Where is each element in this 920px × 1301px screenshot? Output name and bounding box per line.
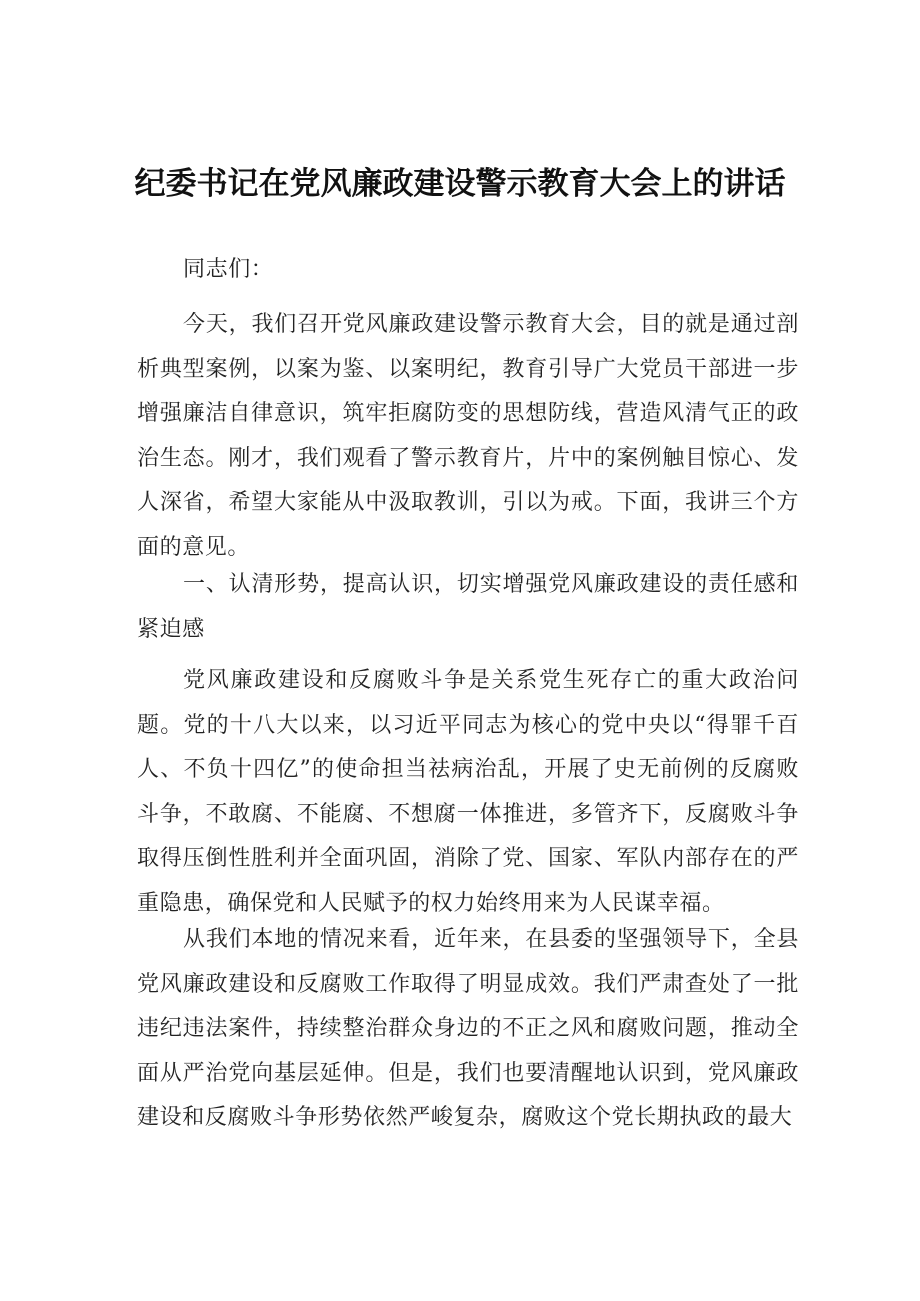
section-heading-1: 一、认清形势，提高认识，切实增强党风廉政建设的责任感和紧迫感 — [137, 572, 799, 642]
paragraph-local-situation: 从我们本地的情况来看，近年来，在县委的坚强领导下，全县党风廉政建设和反腐败工作取得了明显成效。我们严肃查处了一批违纪违法案件，持续整治群众身边的不正之风和腐败问题，推动全面从严治党向基层延伸。但是，我们也要清醒地认识到，党风廉政建设和反腐败斗争形势依然严峻复杂，腐败这个党长期执政的最大 — [137, 927, 799, 1130]
document-title: 纪委书记在党风廉政建设警示教育大会上的讲话 — [134, 166, 786, 202]
paragraph-party-background: 党风廉政建设和反腐败斗争是关系党生死存亡的重大政治问题。党的十八大以来，以习近平同志为核心的党中央以“得罪千百人、不负十四亿”的使命担当祛病治乱，开展了史无前例的反腐败斗争，不敢腐、不能腐、不想腐一体推进，多管齐下，反腐败斗争取得压倒性胜利并全面巩固，消除了党、国家、军队内部存在的严重隐患，确保党和人民赋予的权力始终用来为人民谋幸福。 — [137, 668, 799, 916]
salutation: 同志们： — [183, 257, 274, 282]
paragraph-opening: 今天，我们召开党风廉政建设警示教育大会，目的就是通过剖析典型案例，以案为鉴、以案明纪，教育引导广大党员干部进一步增强廉洁自律意识，筑牢拒腐防变的思想防线，营造风清气正的政治生态。刚才，我们观看了警示教育片，片中的案例触目惊心、发人深省，希望大家能从中汲取教训，引以为戒。下面，我讲三个方面的意见。 — [137, 312, 799, 560]
